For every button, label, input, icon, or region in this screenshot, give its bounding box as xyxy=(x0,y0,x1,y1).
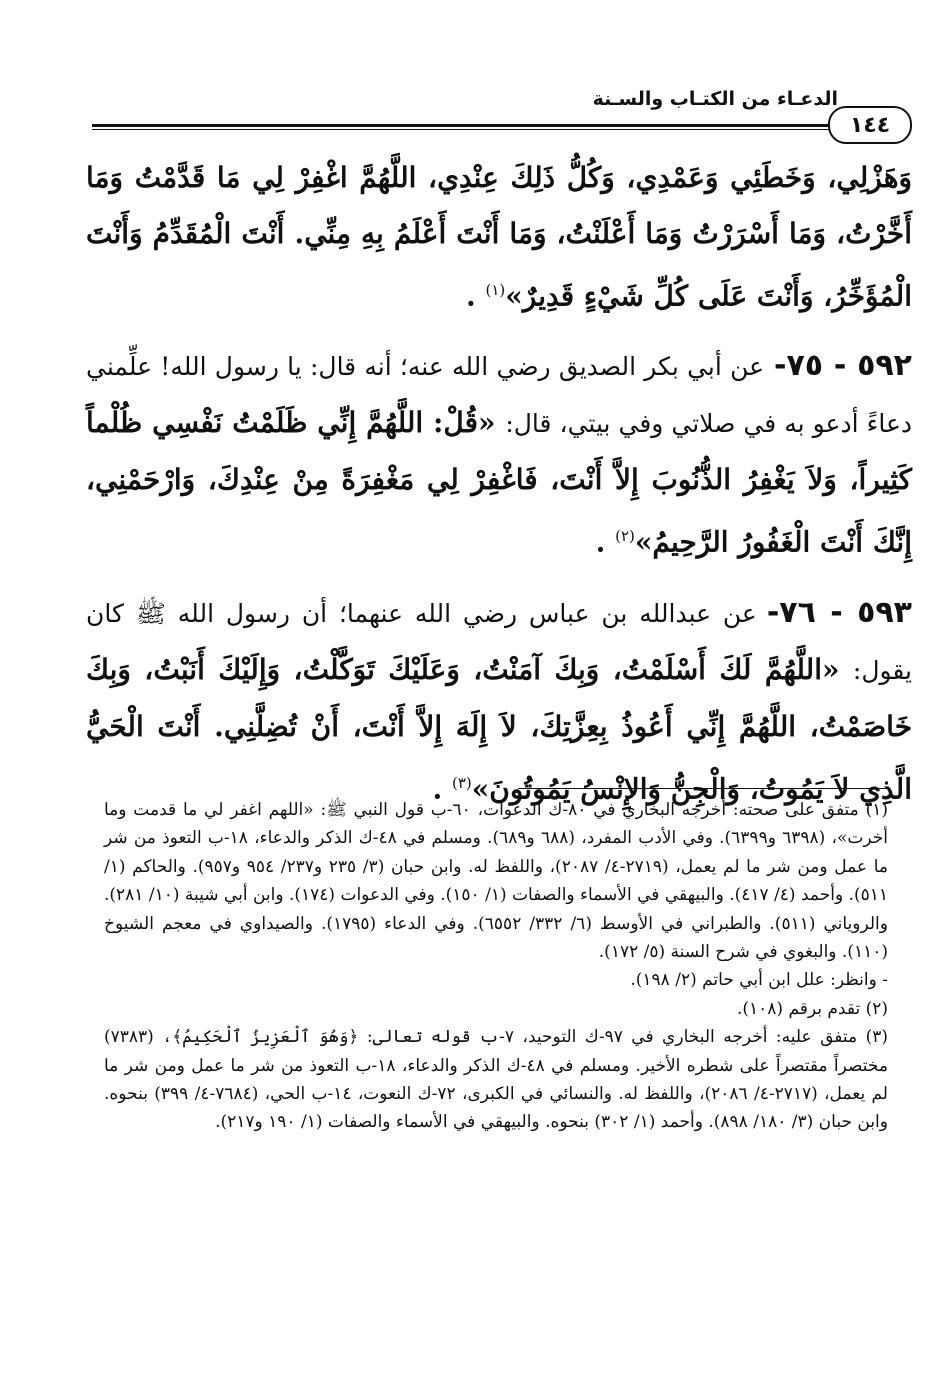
footnote-3: (٣) متفق عليه: أخرجه البخاري في ٩٧-ك التوحيد، ٧-ب قوله تعالى: ﴿وَهُوَ ٱلْعَزِيزُ ٱلْحَكِيمُ﴾، (٧٣٨٣) مختصراً مقتصراً على شطره الأخير. ومسلم في ٤٨-ك الذكر والدعاء، ١٨-ب التعوذ من شر ما عمل ومن شر ما لم يعمل، (٢٧١٧-٤/ ٢٠٨٦)، واللفظ له. والنسائي في الكبرى، ٧٢-ك النعوت، ١٤-ب الحي، (٧٦٨٤-٤/ ٣٩٩) بنحوه. وابن حبان (٣/ ١٨٠/ ٨٩٨). وأحمد (١/ ٣٠٢) بنحوه. والبيهقي في الأسماء والصفات (١/ ١٩٠ و٢١٧). xyxy=(104,1027,888,1133)
hadith-number: ٥٩٢ - ٧٥- xyxy=(774,348,912,384)
sentence-end: . xyxy=(432,771,443,805)
main-text xyxy=(86,150,912,817)
footnote-2: (٢) تقدم برقم (١٠٨). xyxy=(736,998,888,1019)
supplication-text: «قُلْ: اللَّهُمَّ إِنِّي ظَلَمْتُ نَفْسِي ظُلْماً كَثِيراً، وَلاَ يَغْفِرُ الذُّنُوبَ إِلاَّ أَنْتَ، فَاغْفِرْ لِي مَغْفِرَةً مِنْ عِنْدِكَ، وَارْحَمْنِي، إِنَّكَ أَنْتَ الْغَفُورُ الرَّحِيمُ» xyxy=(86,406,912,559)
page-number: ١٤٤ xyxy=(828,106,912,144)
hadith-intro: عن عبدالله بن عباس رضي الله عنهما؛ أن رسول الله ﷺ كان يقول: xyxy=(86,598,912,685)
supplication-text: وَهَزْلِي، وَخَطَئِي وَعَمْدِي، وَكُلُّ ذَلِكَ عِنْدِي، اللَّهُمَّ اغْفِرْ لِي مَا قَدَّمْتُ وَمَا أَخَّرْتُ، وَمَا أَسْرَرْتُ وَمَا أَعْلَنْتُ، وَمَا أَنْتَ أَعْلَمُ بِهِ مِنِّي. أَنْتَ الْمُقَدِّمُ وَأَنْتَ الْمُؤَخِّرُ، وَأَنْتَ عَلَى كُلِّ شَيْءٍ قَدِيرٌ» xyxy=(86,161,912,313)
sentence-end: . xyxy=(465,279,476,313)
footnote-ref-2[interactable]: (٢) xyxy=(615,527,635,546)
footnote-ref-1[interactable]: (١) xyxy=(485,281,506,299)
footnote-1-see-also: - وانظر: علل ابن أبي حاتم (٢/ ١٩٨). xyxy=(630,970,888,991)
hadith-number: ٥٩٣ - ٧٦- xyxy=(766,594,912,630)
supplication-text: «اللَّهُمَّ لَكَ أَسْلَمْتُ، وَبِكَ آمَنْتُ، وَعَلَيْكَ تَوَكَّلْتُ، وَإِلَيْكَ أَنَبْتُ، وَبِكَ خَاصَمْتُ، اللَّهُمَّ إِنِّي أَعُوذُ بِعِزَّتِكَ، لاَ إِلَهَ إِلاَّ أَنْتَ، أَنْ تُضِلَّنِي. أَنْتَ الْحَيُّ الَّذِي لاَ يَمُوتُ، وَالْجِنُّ وَالإِنْسُ يَمُوتُونَ» xyxy=(86,652,912,805)
footnotes xyxy=(104,796,888,1137)
hadith-593 xyxy=(86,585,912,817)
footnote-ref-3[interactable]: (٣) xyxy=(451,773,472,792)
hadith-intro: عن أبي بكر الصديق رضي الله عنه؛ أنه قال: يا رسول الله! علِّمني دعاءً أدعو به في صلاتي وفي بيتي، قال: xyxy=(86,352,912,439)
header-rule xyxy=(92,124,832,130)
paragraph-continuation xyxy=(86,150,912,324)
sentence-end: . xyxy=(595,525,606,559)
footnote-separator xyxy=(518,788,888,789)
running-header-title: الدعـاء من الكتـاب والسـنة xyxy=(592,88,838,110)
footnote-1: (١) متفق على صحته: أخرجه البخاري في ٨٠-ك الدعوات، ٦٠-ب قول النبي ﷺ: «اللهم اغفر لي ما قدمت وما أخرت»، (٦٣٩٨ و٦٣٩٩). وفي الأدب المفرد، (٦٨٨ و٦٨٩). ومسلم في ٤٨-ك الذكر والدعاء، ١٨-ب التعوذ من شر ما عمل ومن شر ما لم يعمل، (٢٧١٩-٤/ ٢٠٨٧)، واللفظ له. وابن حبان (٣/ ٢٣٥ و٢٣٧/ ٩٥٤ و٩٥٧). والحاكم (١/ ٥١١). وأحمد (٤/ ٤١٧). والبيهقي في الأسماء والصفات (١/ ١٥٠). وفي الدعوات (١٧٤). وابن أبي شيبة (١٠/ ٢٨١). والروياني (٥١١). والطبراني في الأوسط (٦/ ٣٣٢/ ٦٥٥٢). وفي الدعاء (١٧٩٥). والصيداوي في معجم الشيوخ (١١٠). والبغوي في شرح السنة (٥/ ١٧٢). xyxy=(104,800,889,963)
hadith-592 xyxy=(86,338,912,570)
